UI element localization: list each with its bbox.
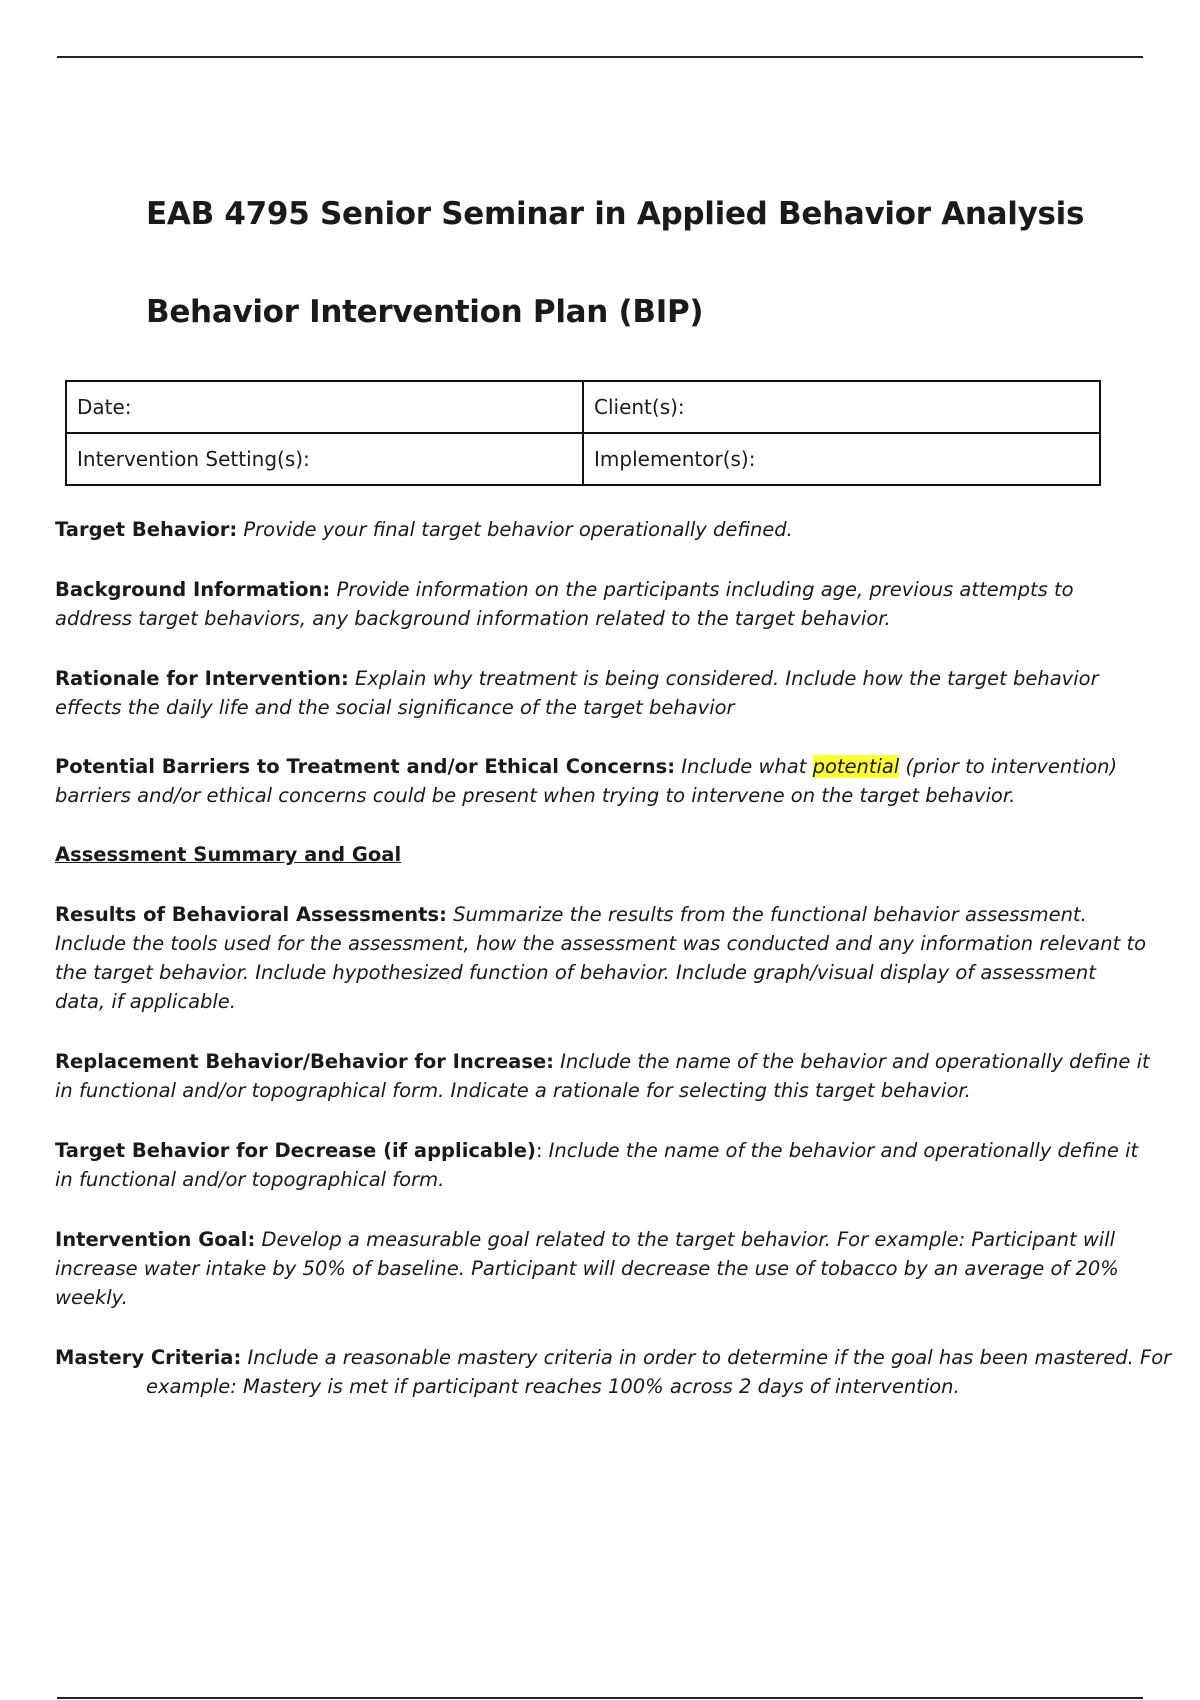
table-row: [66, 433, 1100, 485]
document-subtitle: Behavior Intervention Plan (BIP): [146, 294, 704, 330]
section-label: Replacement Behavior/Behavior for Increase:: [55, 1050, 554, 1073]
document-title: EAB 4795 Senior Seminar in Applied Behavior Analysis: [146, 196, 1085, 232]
goal-section: [55, 1225, 1150, 1312]
date-cell: Date:: [66, 381, 583, 433]
client-cell: Client(s):: [583, 381, 1100, 433]
section-text: Include what: [681, 755, 807, 778]
info-table: [65, 380, 1101, 486]
setting-cell: Intervention Setting(s):: [66, 433, 583, 485]
section-label: Target Behavior for Decrease (if applicable): [55, 1139, 536, 1162]
section-label: Potential Barriers to Treatment and/or Ethical Concerns:: [55, 755, 676, 778]
section-label: Target Behavior:: [55, 518, 238, 541]
section-text: Include the name of the behavior and operationally define it in functional and/or topographical form. Indicate a rationale for selecting this target behavior.: [55, 1050, 1150, 1102]
section-text: Explain why treatment is being considered. Include how the target behavior effects the daily life and the social significance of the target behavior: [55, 667, 1099, 719]
highlighted-text: potential: [812, 755, 900, 778]
section-text: Include the name of the behavior and operationally define it in functional and/or topographical form.: [55, 1139, 1139, 1191]
section-text: (prior to intervention) barriers and/or ethical concerns could be present when trying to intervene on the target behavior.: [55, 755, 1118, 807]
section-text: Provide information on the participants including age, previous attempts to address target behaviors, any background information related to the target behavior.: [55, 578, 1074, 630]
background-section: [55, 575, 1150, 633]
results-section: [55, 900, 1150, 1016]
table-row: [66, 381, 1100, 433]
section-heading: Assessment Summary and Goal: [55, 843, 402, 866]
section-text: Develop a measurable goal related to the target behavior. For example: Participant will increase water intake by 50% of baseline. Participant will decrease the use of tobacco by an average of 20% weekly.: [55, 1228, 1119, 1309]
mastery-section: [55, 1343, 1200, 1401]
decrease-section: [55, 1136, 1150, 1194]
replacement-section: [55, 1047, 1150, 1105]
section-text: Include a reasonable mastery criteria in order to determine if the goal has been mastered. For example: Mastery is met if participant reaches 100% across 2 days of intervention.: [146, 1346, 1172, 1398]
assessment-heading: [55, 840, 1150, 869]
target-behavior-section: [55, 515, 1150, 544]
section-text: Summarize the results from the functional behavior assessment. Include the tools used for the assessment, how the assessment was conducted and any information relevant to the target behavior. Include hypothesized function of behavior. Include graph/visual display of assessment data, if applicable.: [55, 903, 1147, 1013]
barriers-section: [55, 752, 1150, 810]
section-label: Results of Behavioral Assessments:: [55, 903, 447, 926]
section-text: Provide your final target behavior operationally defined.: [243, 518, 793, 541]
label-colon: :: [535, 1139, 543, 1162]
rationale-section: [55, 664, 1150, 722]
section-label: Background Information:: [55, 578, 331, 601]
footer-rule: [57, 1697, 1143, 1699]
implementor-cell: Implementor(s):: [583, 433, 1100, 485]
section-label: Mastery Criteria:: [55, 1346, 242, 1369]
header-rule: [57, 56, 1143, 58]
section-label: Intervention Goal:: [55, 1228, 256, 1251]
section-label: Rationale for Intervention:: [55, 667, 349, 690]
